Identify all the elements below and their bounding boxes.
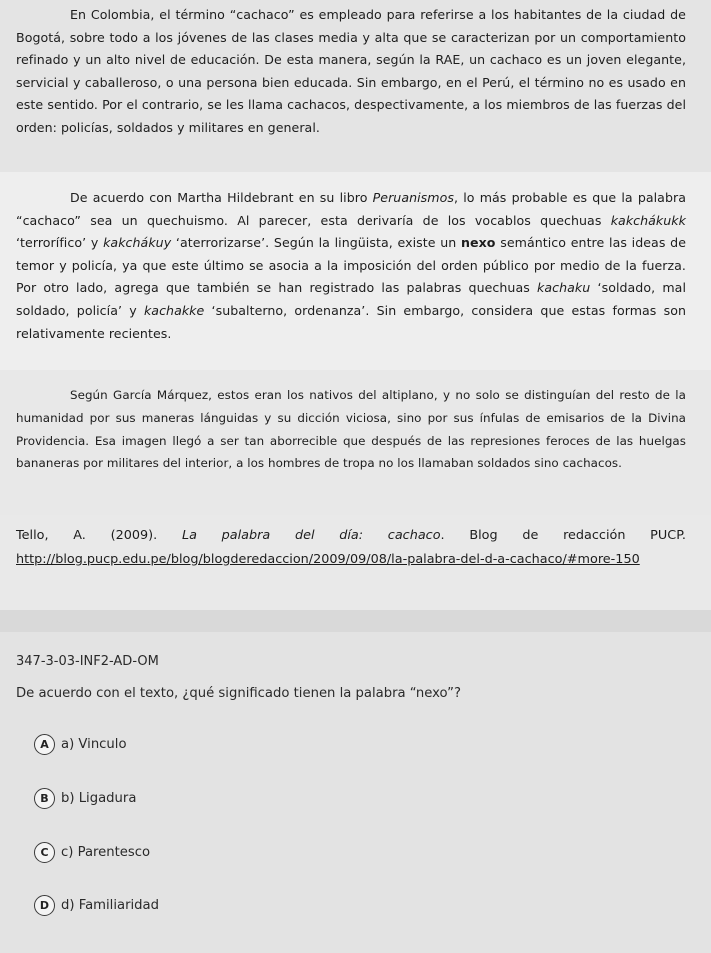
p2-text: ‘subalterno, ordenanza’. Sin embargo, considera que estas formas son relativamente recientes.: [16, 302, 687, 341]
question-text: De acuerdo con el texto, ¿qué significado tienen la palabra “nexo”?: [16, 686, 461, 701]
p2-text: ‘soldado, mal soldado, policía’ y: [16, 280, 686, 318]
p2-text: De acuerdo con Martha Hildebrant en su libro: [70, 190, 373, 205]
question-section: [0, 632, 711, 953]
paragraph-2: [16, 187, 686, 345]
option-d-circle[interactable]: D: [34, 895, 55, 916]
citation-reference: [16, 524, 686, 548]
paragraph-3: Según García Márquez, estos eran los nativos del altiplano, y no solo se distinguían del resto de la humanidad por sus maneras lánguidas y su dicción viciosa, sino por sus ínfulas de emisarios de la Divina Providencia. Esa imagen llegó a ser tan aborrecible que después de las represiones feroces de las huelgas bananeras por militares del interior, a los hombres de tropa no los llamaban soldados sino cachacos.: [16, 388, 686, 471]
option-a-label: a) Vinculo: [61, 736, 127, 752]
option-c[interactable]: [34, 840, 150, 864]
quechua-word: kachaku: [537, 280, 591, 296]
option-b-circle[interactable]: B: [34, 788, 55, 809]
option-a-circle[interactable]: A: [34, 734, 55, 755]
section-divider: [0, 610, 711, 632]
p2-text: , lo más probable es que la palabra “cachaco” sea un quechuismo. Al parecer, esta derivaría de los vocablos quechuas: [16, 190, 686, 228]
citation-title: La palabra del día: cachaco: [181, 528, 441, 543]
option-d[interactable]: [34, 893, 159, 917]
paragraph-1: En Colombia, el término “cachaco” es empleado para referirse a los habitantes de la ciudad de Bogotá, sobre todo a los jóvenes de las clases media y alta que se caracterizan por un comportamiento refinado y un alto nivel de educación. De esta manera, según la RAE, un cachaco es un joven elegante, servicial y caballeroso, o una persona bien educada. Sin embargo, en el Perú, el término no es usado en este sentido. Por el contrario, se les llama cachacos, despectivamente, a los miembros de las fuerzas del orden: policías, soldados y militares en general.: [16, 7, 686, 135]
p2-text: ‘terrorífico’ y: [16, 235, 104, 251]
question-code: 347-3-03-INF2-AD-OM: [16, 654, 159, 669]
option-c-circle[interactable]: C: [34, 842, 55, 863]
paragraph-section-3: [0, 370, 711, 515]
p2-text: semántico entre las ideas de temor y policía, ya que este último se asocia a la imposición del orden público por medio de la fuerza. Por otro lado, agrega que también se han registrado las palabras quechuas: [16, 235, 687, 296]
quechua-word: kakchákuy: [103, 235, 172, 251]
option-d-label: d) Familiaridad: [61, 897, 159, 913]
paragraph-section-1: [0, 0, 711, 172]
p2-text: ‘aterrorizarse’. Según la lingüista, existe un: [171, 235, 462, 251]
option-b[interactable]: [34, 786, 136, 810]
citation-source: . Blog de redacción PUCP.: [440, 528, 686, 543]
quechua-word: kachakke: [143, 302, 205, 318]
citation-link[interactable]: http://blog.pucp.edu.pe/blog/blogderedaccion/2009/09/08/la-palabra-del-d-a-cachaco/#more-150: [16, 552, 640, 567]
book-title: Peruanismos: [372, 190, 454, 205]
option-b-label: b) Ligadura: [61, 790, 137, 806]
quechua-word: kakchákukk: [610, 212, 686, 228]
option-a[interactable]: [34, 732, 127, 756]
paragraph-section-2: [0, 172, 711, 370]
option-c-label: c) Parentesco: [61, 844, 151, 860]
keyword-nexo: nexo: [461, 235, 496, 251]
citation: [16, 524, 686, 572]
citation-section: [0, 515, 711, 610]
citation-author: Tello, A. (2009).: [16, 528, 182, 543]
